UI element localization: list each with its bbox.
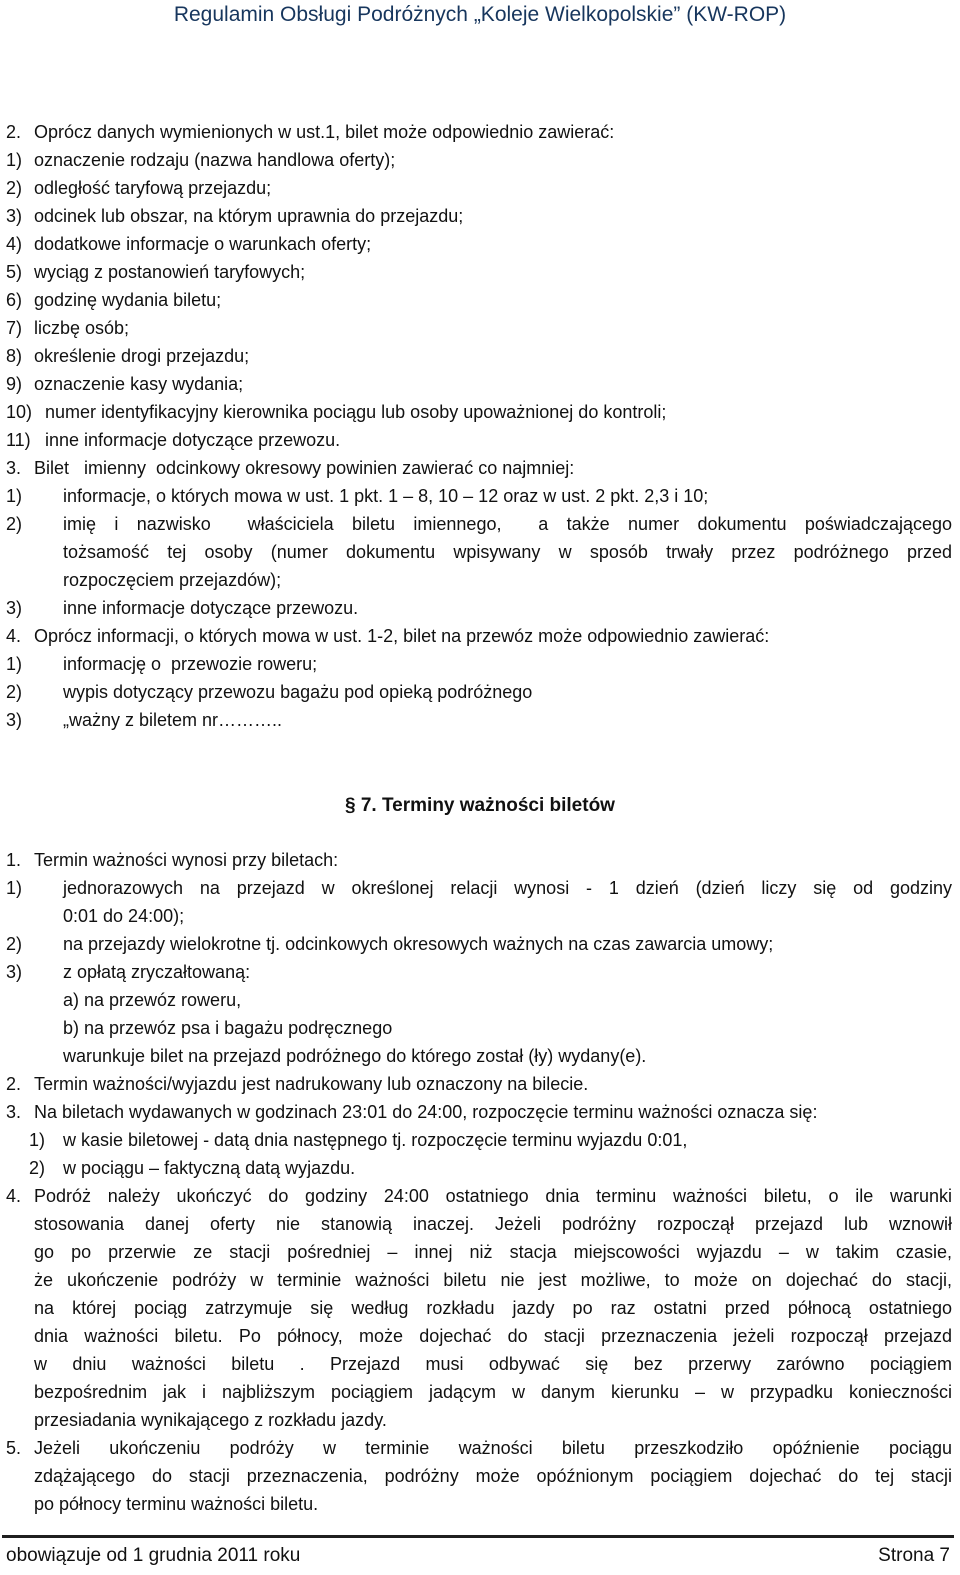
- header-title: Regulamin Obsługi Podróżnych „Koleje Wielkopolskie” (KW-ROP): [173, 3, 787, 26]
- paragraph-text: Oprócz danych wymienionych w ust.1, bilet może odpowiednio zawierać:: [34, 122, 615, 142]
- item-text: liczbę osób;: [34, 318, 130, 338]
- item-text: godzinę wydania biletu;: [34, 290, 222, 310]
- item-number: 3): [6, 206, 23, 226]
- item-text: na przejazdy wielokrotne tj. odcinkowych okresowych ważnych na czas zawarcia umowy;: [63, 934, 774, 954]
- item-text: jednorazowych na przejazd w określonej relacji wynosi - 1 dzień (dzień liczy się od godziny: [63, 878, 952, 898]
- item-text: dodatkowe informacje o warunkach oferty;: [34, 234, 372, 254]
- sub-item-text: a) na przewóz roweru,: [63, 990, 242, 1010]
- item-number: 2): [6, 178, 23, 198]
- page-number: Strona 7: [878, 1545, 950, 1566]
- item-text: informacje, o których mowa w ust. 1 pkt. 1 – 8, 10 – 12 oraz w ust. 2 pkt. 2,3 i 10;: [63, 486, 709, 506]
- paragraph-line: po północy terminu ważności biletu.: [34, 1494, 319, 1514]
- sub-item-text: warunkuje bilet na przejazd podróżnego do którego został (ły) wydany(e).: [63, 1046, 647, 1066]
- item-text: odległość taryfową przejazdu;: [34, 178, 272, 198]
- paragraph-line: w dniu ważności biletu . Przejazd musi odbywać się bez przerwy zarówno pociągiem: [34, 1354, 952, 1374]
- paragraph-line: dnia ważności biletu. Po północy, może dojechać do stacji przeznaczenia jeżeli rozpoczął przejazd: [34, 1326, 952, 1346]
- paragraph-line: zdążającego do stacji przeznaczenia, podróżny może opóźnionym pociągiem dojechać do tej stacji: [34, 1466, 952, 1486]
- paragraph-number: 2.: [6, 122, 22, 142]
- item-number: 7): [6, 318, 23, 338]
- paragraph-text: Na biletach wydawanych w godzinach 23:01 do 24:00, rozpoczęcie terminu ważności oznacza się:: [34, 1102, 818, 1122]
- item-number: 11): [6, 430, 31, 450]
- paragraph-line: bezpośrednim jak i najbliższym pociągiem jadącym w danym kierunku – w przypadku konieczności: [34, 1382, 952, 1402]
- item-number: 3): [6, 598, 23, 618]
- item-text-continued: rozpoczęciem przejazdów);: [63, 570, 282, 590]
- paragraph-number: 1.: [6, 850, 22, 870]
- paragraph-line: Podróż należy ukończyć do godziny 24:00 ostatniego dnia terminu ważności biletu, o ile warunki: [34, 1186, 952, 1206]
- paragraph-line: go po przerwie ze stacji pośredniej – innej niż stacja miejscowości wyjazdu – w takim czasie,: [34, 1242, 952, 1262]
- paragraph-number: 3.: [6, 458, 22, 478]
- item-number: 2): [29, 1158, 46, 1178]
- item-text: imię i nazwisko właściciela biletu imiennego, a także numer dokumentu poświadczającego: [63, 514, 952, 534]
- paragraph-text: Oprócz informacji, o których mowa w ust. 1-2, bilet na przewóz może odpowiednio zawierać:: [34, 626, 770, 646]
- item-number: 2): [6, 934, 23, 954]
- item-text-continued: 0:01 do 24:00);: [63, 906, 185, 926]
- item-number: 3): [6, 710, 23, 730]
- paragraph-line: na której pociąg zatrzymuje się według rozkładu jazdy po raz ostatni przed północą ostatniego: [34, 1298, 952, 1318]
- item-number: 2): [6, 514, 23, 534]
- paragraph-line: przesiadania wynikającego z rozkładu jazdy.: [34, 1410, 387, 1430]
- section-heading-text: § 7. Terminy ważności biletów: [345, 795, 615, 816]
- item-number: 1): [6, 150, 23, 170]
- paragraph-number: 2.: [6, 1074, 22, 1094]
- item-text: w kasie biletowej - datą dnia następnego tj. rozpoczęcie terminu wyjazdu 0:01,: [63, 1130, 688, 1150]
- item-text-continued: tożsamość tej osoby (numer dokumentu wpisywany w sposób trwały przez podróżnego przed: [63, 542, 952, 562]
- item-number: 4): [6, 234, 23, 254]
- paragraph-line: że ukończenie podróży w terminie ważności biletu nie jest możliwe, to może on dojechać do stacji,: [34, 1270, 952, 1290]
- item-text: wyciąg z postanowień taryfowych;: [34, 262, 306, 282]
- item-number: 5): [6, 262, 23, 282]
- item-text: informację o przewozie roweru;: [63, 654, 318, 674]
- item-number: 1): [29, 1130, 46, 1150]
- item-number: 1): [6, 654, 23, 674]
- paragraph-line: stosowania danej oferty nie stanowią inaczej. Jeżeli podróżny rozpoczął przejazd lub wznowił: [34, 1214, 952, 1234]
- paragraph-number: 5.: [6, 1438, 22, 1458]
- item-number: 6): [6, 290, 23, 310]
- footer-divider: [2, 1535, 954, 1538]
- section-heading: [0, 792, 960, 820]
- item-text: wypis dotyczący przewozu bagażu pod opieką podróżnego: [63, 682, 533, 702]
- item-number: 3): [6, 962, 23, 982]
- item-text: numer identyfikacyjny kierownika pociągu lub osoby upoważnionej do kontroli;: [45, 402, 667, 422]
- sub-item-text: b) na przewóz psa i bagażu podręcznego: [63, 1018, 393, 1038]
- item-number: 10): [6, 402, 33, 422]
- item-number: 1): [6, 486, 23, 506]
- paragraph-text: Bilet imienny odcinkowy okresowy powinien zawierać co najmniej:: [34, 458, 575, 478]
- item-text: inne informacje dotyczące przewozu.: [45, 430, 341, 450]
- paragraph-text: Termin ważności/wyjazdu jest nadrukowany lub oznaczony na bilecie.: [34, 1074, 589, 1094]
- item-text: w pociągu – faktyczną datą wyjazdu.: [63, 1158, 356, 1178]
- item-number: 1): [6, 878, 23, 898]
- paragraph-number: 3.: [6, 1102, 22, 1122]
- paragraph-line: Jeżeli ukończeniu podróży w terminie ważności biletu przeszkodziło opóźnienie pociągu: [34, 1438, 952, 1458]
- item-text: inne informacje dotyczące przewozu.: [63, 598, 359, 618]
- item-text: oznaczenie kasy wydania;: [34, 374, 244, 394]
- item-number: 9): [6, 374, 23, 394]
- footer-effective-date: obowiązuje od 1 grudnia 2011 roku: [6, 1545, 301, 1566]
- paragraph-number: 4.: [6, 626, 22, 646]
- item-number: 2): [6, 682, 23, 702]
- item-text: oznaczenie rodzaju (nazwa handlowa oferty);: [34, 150, 396, 170]
- paragraph-number: 4.: [6, 1186, 22, 1206]
- item-text: określenie drogi przejazdu;: [34, 346, 250, 366]
- paragraph-text: Termin ważności wynosi przy biletach:: [34, 850, 339, 870]
- item-number: 8): [6, 346, 23, 366]
- item-text: „ważny z biletem nr………..: [63, 710, 283, 730]
- item-text: z opłatą zryczałtowaną:: [63, 962, 251, 982]
- item-text: odcinek lub obszar, na którym uprawnia do przejazdu;: [34, 206, 464, 226]
